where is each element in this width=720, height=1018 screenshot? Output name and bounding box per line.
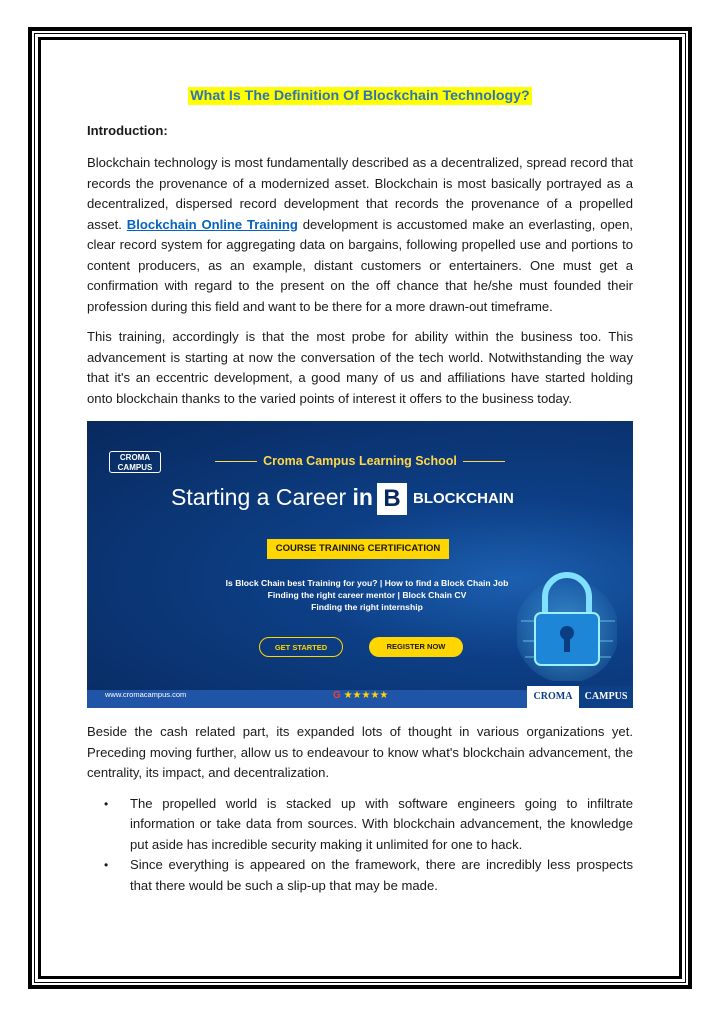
- blockchain-training-link[interactable]: Blockchain Online Training: [126, 216, 298, 232]
- paragraph-1: [87, 153, 633, 317]
- blockchain-wordmark: BLOCKCHAIN: [412, 489, 514, 507]
- register-now-button: REGISTER NOW: [369, 637, 463, 657]
- course-banner-image: [87, 421, 633, 708]
- paragraph-3: Beside the cash related part, its expanded lots of thought in various organizations yet. Preceding moving further, allow us to endeavour to know what's blockchain advancement, the centrality, its impact, and decentralization.: [87, 724, 633, 780]
- headline-in: in: [352, 484, 373, 511]
- croma-campus-brand: [527, 686, 633, 708]
- list-item: [87, 855, 633, 896]
- intro-heading: Introduction:: [87, 122, 168, 138]
- headline-text: Starting a Career: [171, 484, 353, 511]
- brand-croma: CROMA: [527, 686, 579, 708]
- bullet-list: [87, 794, 633, 897]
- rating-stars-icon: ★★★★★: [343, 689, 389, 701]
- banner-school-title: [87, 451, 633, 472]
- banner-headline: [171, 483, 514, 515]
- google-rating: [333, 686, 388, 707]
- brand-campus: CAMPUS: [579, 686, 633, 708]
- banner-question-1: Is Block Chain best Training for you? | How to find a Block Chain Job: [225, 578, 509, 588]
- document-body: [87, 86, 633, 896]
- paragraph-1-text-a: Blockchain technology is most fundamentally described as a decentralized, spread record that records the provenance of a modernized asset. Blockchain is most basically portrayed as a decentralized, dispersed record development that records the provenance of a propelled asset.: [87, 155, 633, 232]
- document-title: What Is The Definition Of Blockchain Technology?: [190, 88, 530, 104]
- croma-campus-logo: CROMA CAMPUS: [109, 451, 161, 473]
- paragraph-1-text-b: development is accustomed make an everlasting, open, clear record system for aggregating data on bargains, following propelled use and portions to content producers, as an example, distant customers or entertainers. One must get a confirmation with regard to the present on the off chance that he/she must founded their profession during this field and want to be there for a more drawn-out timeframe.: [87, 216, 633, 314]
- google-g-icon: G: [333, 689, 341, 701]
- title-wrapper: [87, 86, 633, 107]
- bullet-icon: •: [104, 858, 109, 872]
- rule-left: [215, 461, 257, 463]
- banner-url: www.cromacampus.com: [105, 689, 187, 699]
- padlock-icon: [517, 561, 617, 681]
- certification-badge: COURSE TRAINING CERTIFICATION: [267, 539, 449, 559]
- banner-question-3: Finding the right internship: [311, 602, 423, 612]
- rule-right: [463, 461, 505, 463]
- list-item-text: The propelled world is stacked up with software engineers going to infiltrate information or take data from sources. With blockchain advancement, the knowledge put aside has incredible security making it unlimited for one to hack.: [130, 795, 633, 852]
- list-item: [87, 794, 633, 856]
- school-name: Croma Campus Learning School: [263, 454, 457, 468]
- list-item-text: Since everything is appeared on the framework, there are incredibly less prospects that there would be such a slip-up that may be made.: [130, 857, 633, 893]
- bullet-icon: •: [104, 796, 109, 811]
- banner-question-2: Finding the right career mentor | Block Chain CV: [267, 590, 467, 600]
- get-started-button: GET STARTED: [259, 637, 343, 657]
- paragraph-2: This training, accordingly is that the most probe for ability within the business too. This advancement is starting at now the conversation of the tech world. Notwithstanding the way that it's an eccentric development, a good many of us and affiliations have started holding onto blockchain thanks to the varied points of interest it offers to the business today.: [87, 329, 633, 406]
- blockchain-b-icon: B: [377, 483, 407, 515]
